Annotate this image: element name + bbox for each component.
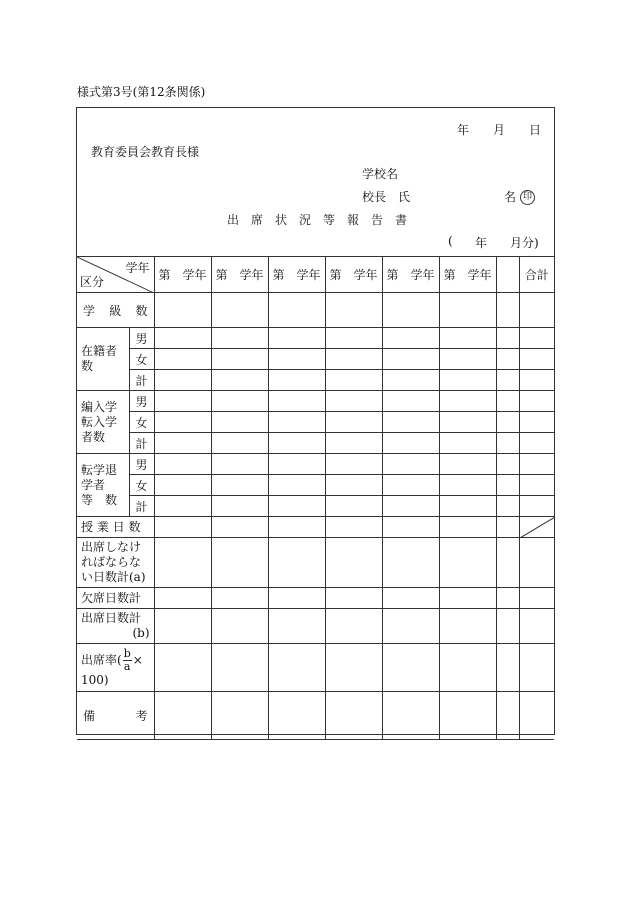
- row-enrolled-total: 計: [77, 370, 554, 391]
- row-enrolled-male: 在籍者数 男: [77, 328, 554, 349]
- grade-column-1: 第 学年: [154, 257, 211, 293]
- period-year: 年: [475, 236, 488, 250]
- period-month: 月分): [510, 236, 539, 250]
- row-attend-rate: [77, 644, 554, 692]
- row-remarks: [77, 692, 554, 740]
- row-label-transfer-out: 転学退学者 等 数: [77, 454, 129, 517]
- total-diagonal-cell: [519, 517, 554, 538]
- row-transfer-out-total: 計: [77, 496, 554, 517]
- diagonal-line: [520, 517, 555, 538]
- seal-icon: 印: [520, 190, 535, 205]
- row-label-classes: 学 級 数: [77, 293, 154, 328]
- row-exempt-days: [77, 538, 554, 588]
- row-transfer-out-male: 転学退学者 等 数 男: [77, 454, 554, 475]
- row-absent-days: [77, 588, 554, 609]
- row-transfer-in-total: 計: [77, 433, 554, 454]
- header-kubun-label: 区分: [80, 275, 105, 289]
- row-enrolled-female: 女: [77, 349, 554, 370]
- row-attend-days: [77, 609, 554, 644]
- grade-column-5: 第 学年: [382, 257, 439, 293]
- date-month: 月: [493, 123, 506, 137]
- fraction-b-over-a: $\frac{b}{a}$: [123, 646, 131, 673]
- header-grade-label: 学年: [125, 261, 150, 275]
- row-label-enrolled: 在籍者数: [77, 328, 129, 391]
- row-school-days: [77, 517, 554, 538]
- school-name-label: 学校名: [362, 167, 399, 181]
- date-year: 年: [457, 123, 470, 137]
- addressee: 教育委員会教育長様: [91, 145, 200, 159]
- date-day: 日: [529, 123, 542, 137]
- grade-column-2: 第 学年: [211, 257, 268, 293]
- row-label-attend-days: 出席日数計 (b): [77, 609, 154, 644]
- row-label-remarks: 備 考: [77, 692, 154, 740]
- period-open: (: [448, 234, 453, 248]
- grade-column-4: 第 学年: [325, 257, 382, 293]
- row-transfer-in-male: 編入学転入学者数 男: [77, 391, 554, 412]
- grade-column-6: 第 学年: [439, 257, 496, 293]
- row-label-attend-rate: 出席率( $\frac{b}{a}$ × 100): [77, 644, 154, 692]
- row-label-transfer-in: 編入学転入学者数: [77, 391, 129, 454]
- total-column: 合計: [519, 257, 554, 293]
- report-title: 出 席 状 況 等 報 告 書: [227, 213, 408, 227]
- row-label-exempt-days: 出席しなければならない日数計(a): [77, 538, 154, 588]
- grade-column-3: 第 学年: [268, 257, 325, 293]
- row-classes: [77, 293, 554, 328]
- report-form: [76, 107, 555, 735]
- header-diagonal-cell: [77, 257, 154, 293]
- header-row: [77, 257, 554, 293]
- form-number: 様式第3号(第12条関係): [77, 85, 206, 99]
- row-label-absent-days: 欠席日数計: [77, 588, 154, 609]
- principal-name-label: 名 印: [504, 188, 535, 205]
- row-transfer-out-female: 女: [77, 475, 554, 496]
- blank-column: [496, 257, 519, 293]
- row-transfer-in-female: 女: [77, 412, 554, 433]
- row-label-school-days: 授 業 日 数: [77, 517, 154, 538]
- principal-title: 校長 氏: [362, 190, 411, 204]
- attendance-table: [77, 256, 554, 740]
